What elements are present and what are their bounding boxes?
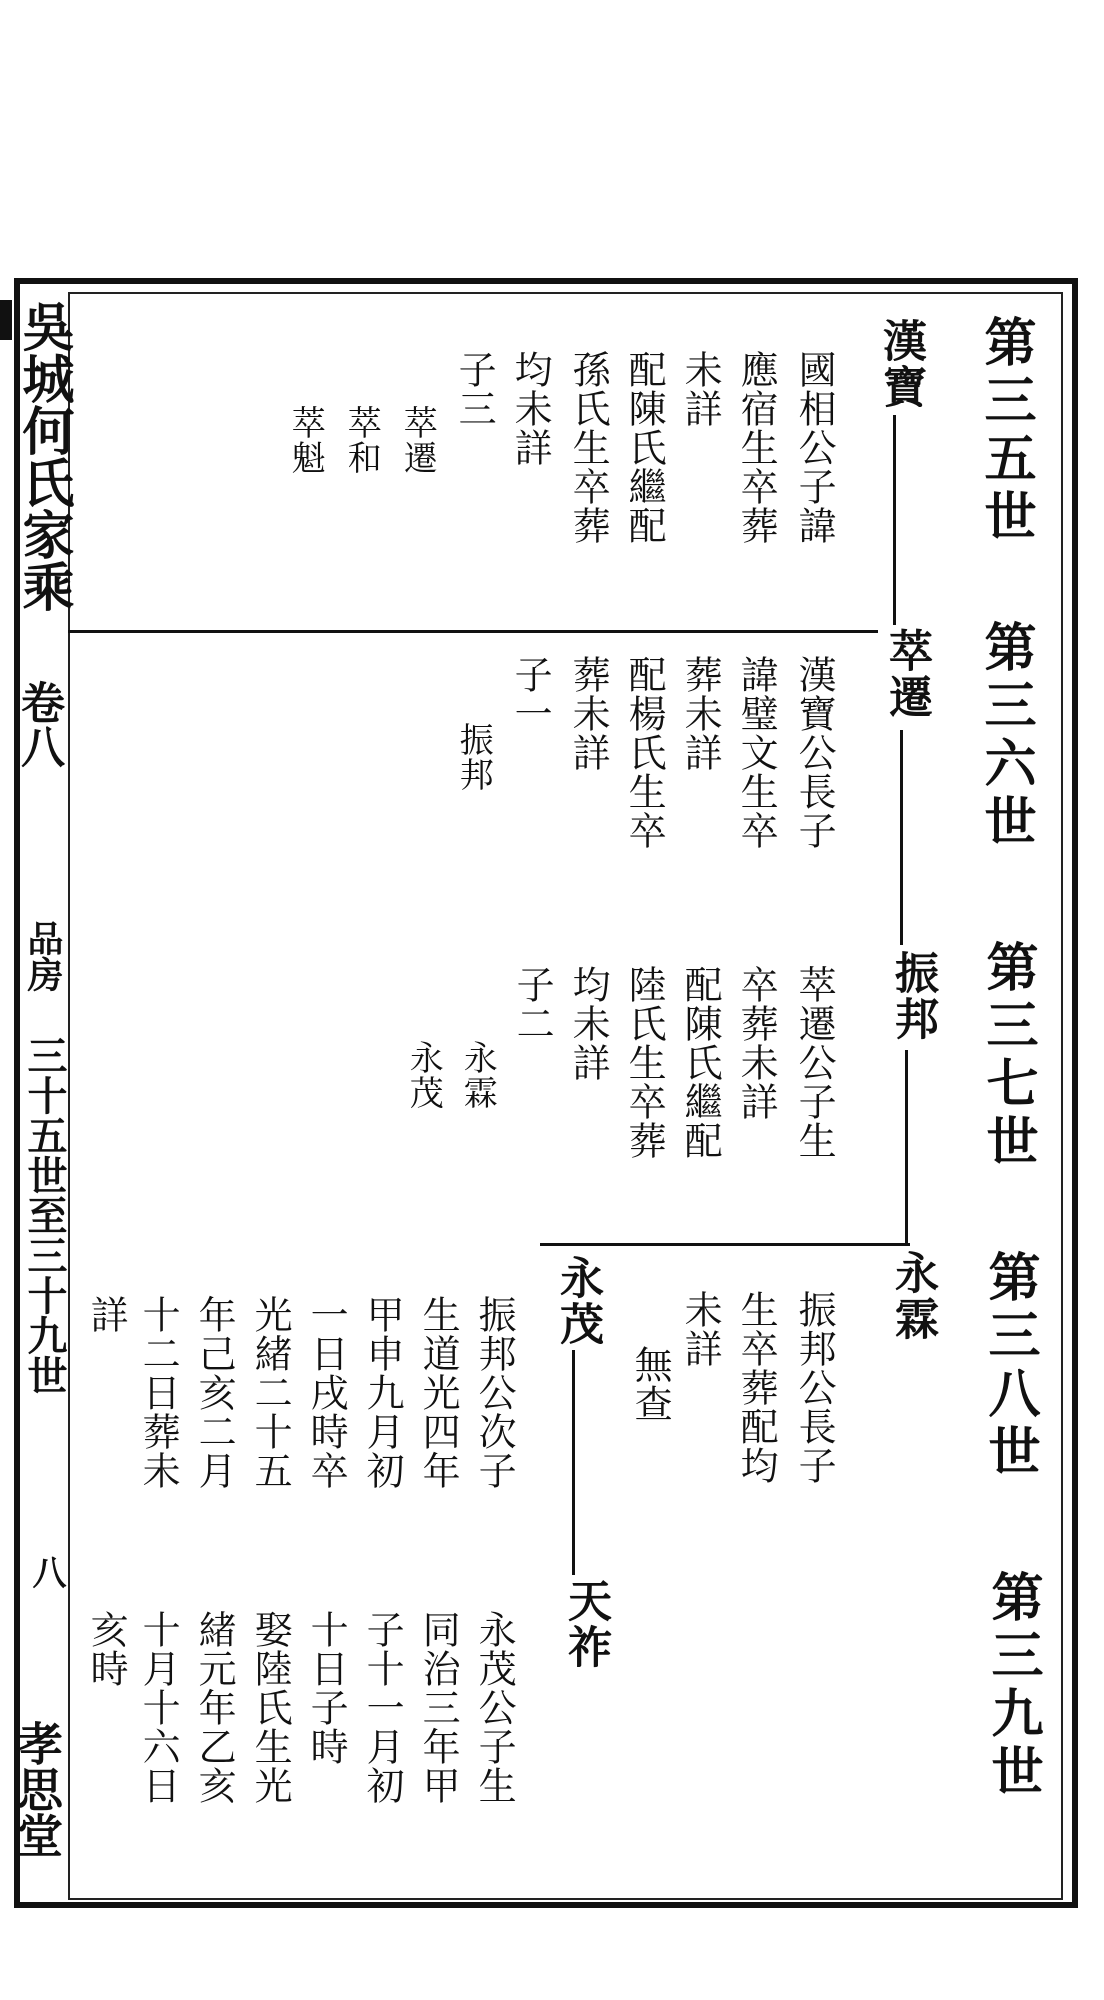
margin-branch: 品房 <box>22 920 64 992</box>
lineage-line-35-36 <box>893 415 896 625</box>
son-hanbao-1: 萃遷 <box>397 405 438 475</box>
bio-tianzuo-4: 十日子時 <box>304 1610 349 1766</box>
margin-range: 三十五世至三十九世 <box>21 1035 68 1395</box>
node-yonglin: 永霖 <box>887 1250 938 1342</box>
bio-yongmao-7: 十二日葬未 <box>136 1295 181 1490</box>
margin-hall: 孝思堂 <box>10 1720 64 1858</box>
bio-hanbao-6: 均未詳 <box>508 350 553 467</box>
bio-tianzuo-1: 永茂公子生 <box>472 1610 517 1805</box>
bio-hanbao-4: 配陳氏繼配 <box>622 350 667 545</box>
bio-yongmao-3: 甲申九月初 <box>360 1295 405 1490</box>
margin-page: 八 <box>26 1555 66 1589</box>
bio-tianzuo-7: 十月十六日 <box>136 1610 181 1805</box>
bio-hanbao-7: 子三 <box>452 350 497 428</box>
bio-yongmao-2: 生道光四年 <box>416 1295 461 1490</box>
bio-cuiqian-1: 漢寶公長子 <box>792 655 837 850</box>
lineage-line-37-38 <box>905 1050 908 1245</box>
bio-hanbao-5: 孫氏生卒葬 <box>566 350 611 545</box>
bio-tianzuo-6: 緒元年乙亥 <box>192 1610 237 1805</box>
bio-yonglin-1: 振邦公長子 <box>792 1290 837 1485</box>
bio-cuiqian-2: 諱璧文生卒 <box>734 655 779 850</box>
bio-yonglin-note: 無查 <box>628 1345 673 1423</box>
node-cuiqian: 萃遷 <box>881 628 932 720</box>
gen-header-35: 第三五世 <box>975 315 1036 547</box>
bio-zhenbang-6: 子二 <box>510 965 555 1043</box>
bio-yongmao-8: 詳 <box>84 1295 129 1334</box>
gen-header-36: 第三六世 <box>975 620 1036 852</box>
node-yongmao: 永茂 <box>552 1255 603 1347</box>
gen-header-38: 第三八世 <box>979 1250 1040 1482</box>
bio-cuiqian-6: 子一 <box>508 655 553 733</box>
bio-tianzuo-2: 同治三年甲 <box>416 1610 461 1805</box>
lineage-line-36-37 <box>900 730 903 945</box>
son-zhenbang-2: 永茂 <box>403 1040 444 1110</box>
son-zhenbang-1: 永霖 <box>457 1040 498 1110</box>
bio-zhenbang-5: 均未詳 <box>566 965 611 1082</box>
margin-volume: 卷八 <box>13 680 64 768</box>
row-divider-3 <box>540 1243 910 1246</box>
bio-zhenbang-1: 萃遷公子生 <box>792 965 837 1160</box>
bio-tianzuo-8: 亥時 <box>84 1610 129 1688</box>
bio-yongmao-4: 一日戌時卒 <box>304 1295 349 1490</box>
bio-hanbao-1: 國相公子諱 <box>792 350 837 545</box>
bio-yongmao-5: 光緒二十五 <box>248 1295 293 1490</box>
margin-title: 吳城何氏家乘 <box>13 300 74 612</box>
bio-yongmao-6: 年己亥二月 <box>192 1295 237 1490</box>
son-hanbao-2: 萃和 <box>341 405 382 475</box>
son-cuiqian-1: 振邦 <box>453 722 494 792</box>
son-hanbao-3: 萃魁 <box>285 405 326 475</box>
bio-zhenbang-4: 陸氏生卒葬 <box>622 965 667 1160</box>
node-tianzuo: 天祚 <box>560 1578 611 1670</box>
row-divider-1 <box>68 630 878 633</box>
bio-tianzuo-5: 娶陸氏生光 <box>248 1610 293 1805</box>
bio-zhenbang-3: 配陳氏繼配 <box>678 965 723 1160</box>
node-hanbao: 漢寶 <box>875 318 926 410</box>
gen-header-39: 第三九世 <box>982 1570 1043 1802</box>
bio-yonglin-2: 生卒葬配均 <box>734 1290 779 1485</box>
bio-yonglin-3: 未詳 <box>678 1290 723 1368</box>
bio-yongmao-1: 振邦公次子 <box>472 1295 517 1490</box>
bio-tianzuo-3: 子十一月初 <box>360 1610 405 1805</box>
bio-hanbao-2: 應宿生卒葬 <box>734 350 779 545</box>
node-zhenbang: 振邦 <box>887 950 938 1042</box>
bio-zhenbang-2: 卒葬未詳 <box>734 965 779 1121</box>
lineage-line-38-39 <box>572 1350 575 1575</box>
bio-cuiqian-5: 葬未詳 <box>566 655 611 772</box>
bio-cuiqian-3: 葬未詳 <box>678 655 723 772</box>
gen-header-37: 第三七世 <box>977 940 1038 1172</box>
bio-cuiqian-4: 配楊氏生卒 <box>622 655 667 850</box>
bio-hanbao-3: 未詳 <box>678 350 723 428</box>
